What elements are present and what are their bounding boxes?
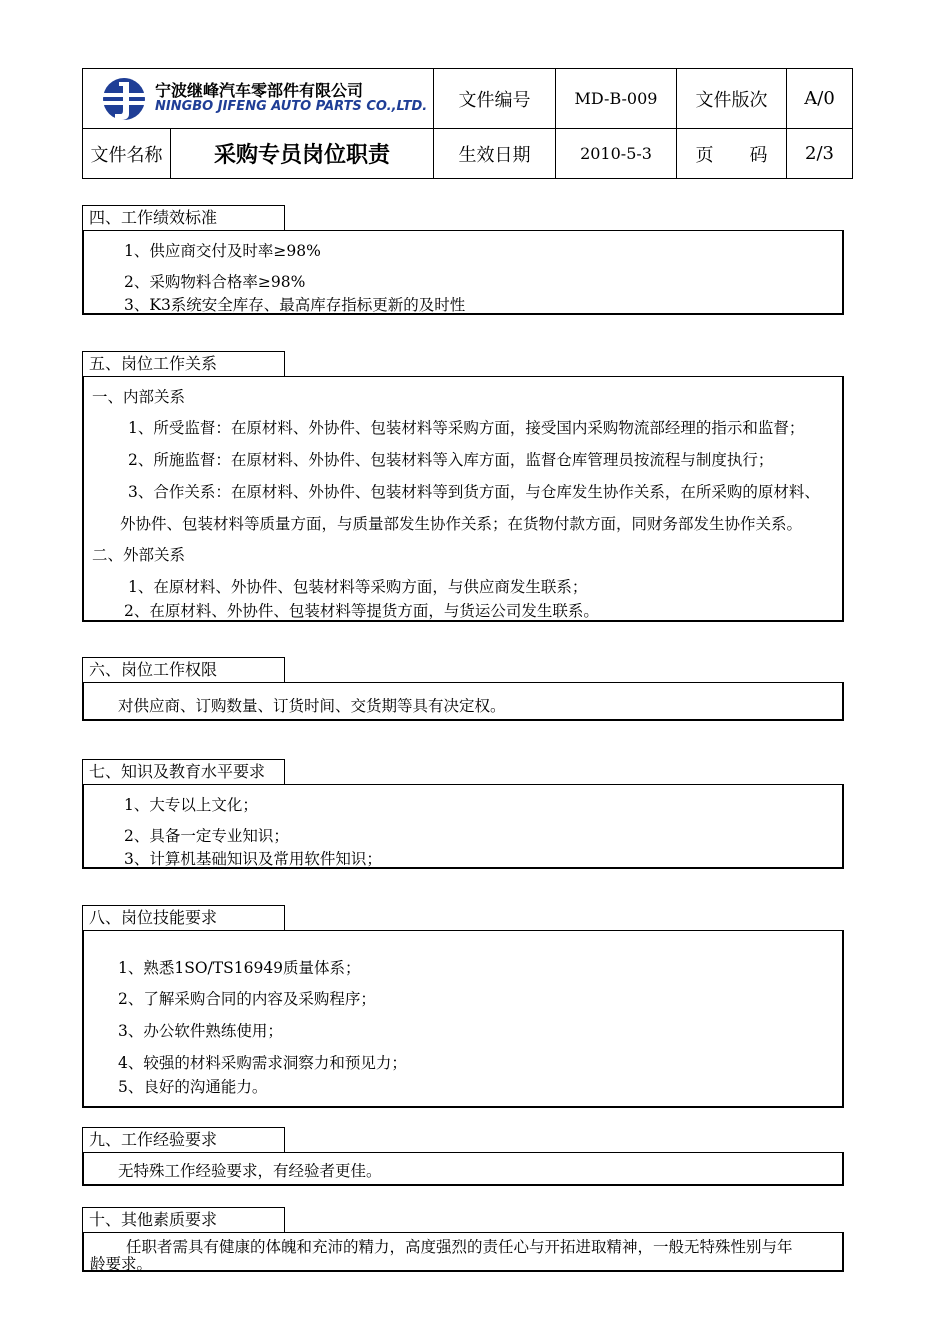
subheading: 二、外部关系 [92,546,186,564]
list-item: 2、采购物料合格率≥98% [124,273,306,291]
list-item: 3、合作关系：在原材料、外协件、包装材料等到货方面，与仓库发生协作关系，在所采购的原材料、 [128,483,820,501]
list-item: 2、具备一定专业知识； [124,827,289,845]
section-experience [82,1127,844,1186]
list-item: 对供应商、订购数量、订货时间、交货期等具有决定权。 [118,697,506,715]
list-item: 1、熟悉1SO/TS16949质量体系； [118,959,361,977]
company-logo-cell [83,69,434,129]
section-title: 五、岗位工作关系 [82,351,285,377]
document-header [82,68,853,179]
company-name-cn: 宁波继峰汽车零部件有限公司 [155,80,364,100]
list-item: 2、在原材料、外协件、包装材料等提货方面，与货运公司发生联系。 [124,602,599,620]
section-title: 四、工作绩效标准 [82,205,285,231]
list-item: 任职者需具有健康的体魄和充沛的精力，高度强烈的责任心与开拓进取精神，一般无特殊性别与年 [126,1238,793,1256]
list-item: 2、了解采购合同的内容及采购程序； [118,990,376,1008]
doc-title: 采购专员岗位职责 [171,129,434,179]
section-body [82,230,844,315]
section-body [82,1232,844,1272]
list-item: 1、大专以上文化； [124,796,258,814]
section-title: 七、知识及教育水平要求 [82,759,285,785]
list-item: 无特殊工作经验要求，有经验者更佳。 [118,1162,382,1180]
list-item: 1、供应商交付及时率≥98% [124,242,321,260]
section-body [82,784,844,869]
section-work-relations [82,351,844,622]
list-item: 4、较强的材料采购需求洞察力和预见力； [118,1054,407,1072]
doc-name-label: 文件名称 [83,129,171,179]
page-value: 2/3 [787,129,853,179]
doc-no-value: MD-B-009 [556,69,677,129]
list-item: 3、K3系统安全库存、最高库存指标更新的及时性 [124,296,466,314]
list-item: 1、在原材料、外协件、包装材料等采购方面，与供应商发生联系； [128,578,588,596]
page-label: 页 码 [677,129,787,179]
section-body [82,1152,844,1186]
doc-no-label: 文件编号 [434,69,556,129]
section-title: 十、其他素质要求 [82,1207,285,1233]
section-performance-standards [82,205,844,315]
list-item: 外协件、包装材料等质量方面，与质量部发生协作关系；在货物付款方面，同财务部发生协作关系。 [120,515,803,533]
list-item: 2、所施监督：在原材料、外协件、包装材料等入库方面，监督仓库管理员按流程与制度执行； [128,451,774,469]
section-body [82,376,844,622]
section-title: 六、岗位工作权限 [82,657,285,683]
list-item: 5、良好的沟通能力。 [118,1078,268,1096]
section-body [82,930,844,1108]
section-education [82,759,844,869]
list-item: 3、计算机基础知识及常用软件知识； [124,850,382,868]
section-authority [82,657,844,721]
section-title: 八、岗位技能要求 [82,905,285,931]
list-item: 1、所受监督：在原材料、外协件、包装材料等采购方面，接受国内采购物流部经理的指示和监督； [128,419,805,437]
list-item: 3、办公软件熟练使用； [118,1022,283,1040]
company-name-en: NINGBO JIFENG AUTO PARTS CO.,LTD. [155,99,428,115]
effective-date-label: 生效日期 [434,129,556,179]
section-title: 九、工作经验要求 [82,1127,285,1153]
list-item: 龄要求。 [90,1255,153,1273]
section-skills [82,905,844,1108]
section-body [82,682,844,721]
version-value: A/0 [787,69,853,129]
section-other-qualities [82,1207,844,1272]
effective-date-value: 2010-5-3 [556,129,677,179]
company-logo-icon [101,76,147,122]
subheading: 一、内部关系 [92,388,186,406]
version-label: 文件版次 [677,69,787,129]
